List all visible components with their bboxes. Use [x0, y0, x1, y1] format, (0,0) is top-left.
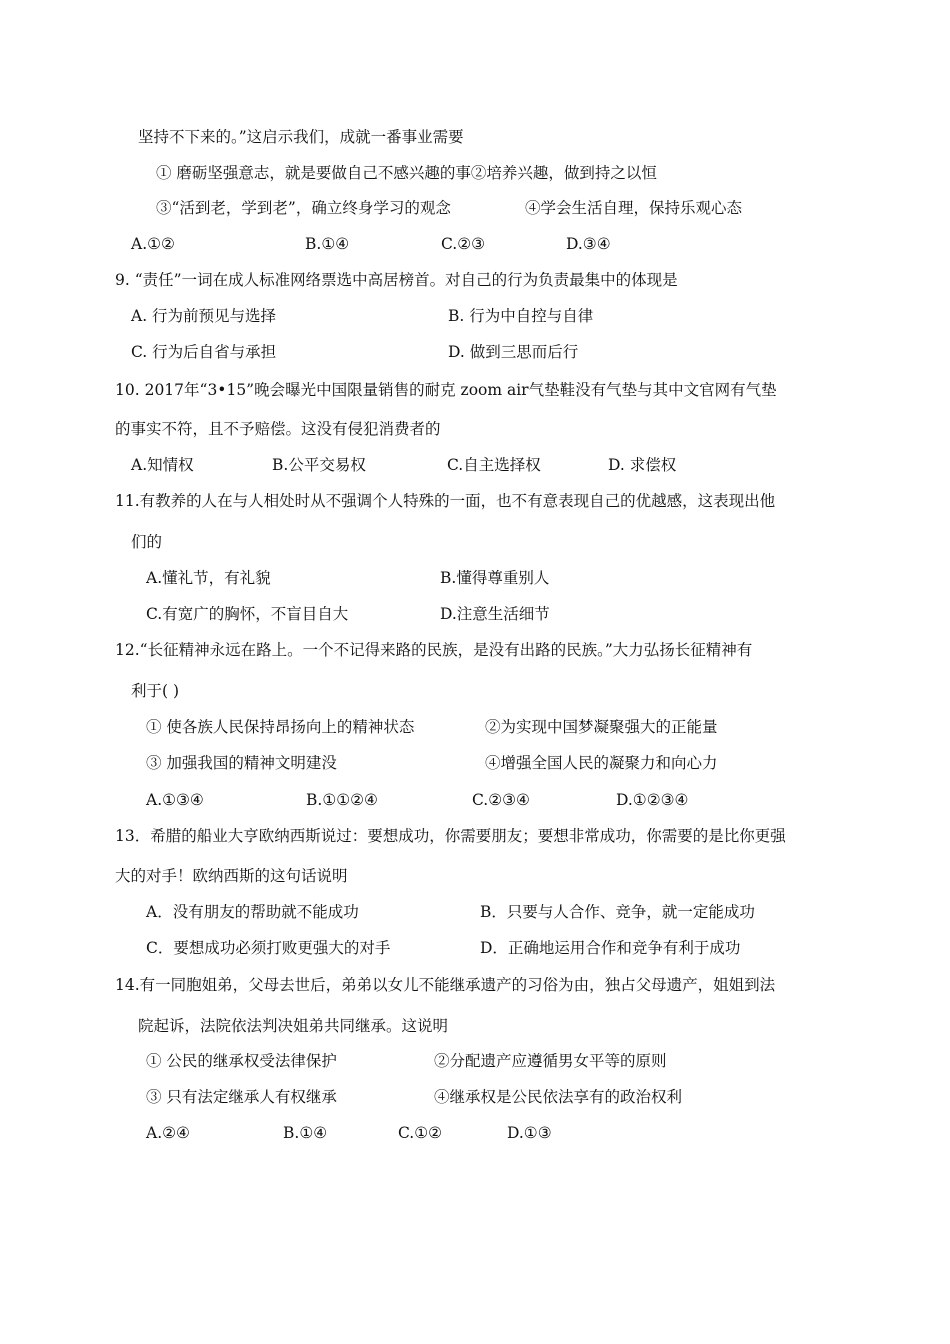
q8-option-d: D.③④ — [566, 235, 611, 253]
q13-option-c: C．要想成功必须打败更强大的对手 — [146, 939, 391, 957]
q13-stem-line1: 13．希腊的船业大亨欧纳西斯说过：要想成功，你需要朋友；要想非常成功，你需要的是比你更强 — [115, 827, 786, 845]
q12-option-c: C.②③④ — [472, 791, 530, 809]
q14-item-2: ②分配遗产应遵循男女平等的原则 — [434, 1052, 667, 1070]
q14-option-d: D.①③ — [507, 1124, 552, 1142]
q8-item-1: ① 磨砺坚强意志，就是要做自己不感兴趣的事②培养兴趣，做到持之以恒 — [156, 164, 657, 182]
q10-option-a: A.知情权 — [131, 456, 194, 474]
q11-stem-line1: 11.有教养的人在与人相处时从不强调个人特殊的一面，也不有意表现自己的优越感，这表现出他 — [115, 492, 776, 510]
q8-option-a: A.①② — [131, 235, 175, 253]
q14-stem-line1: 14.有一同胞姐弟，父母去世后，弟弟以女儿不能继承遗产的习俗为由，独占父母遗产，姐姐到法 — [115, 976, 776, 994]
q12-item-3: ③ 加强我国的精神文明建没 — [146, 754, 337, 772]
q11-option-d: D.注意生活细节 — [440, 605, 550, 623]
q10-option-b: B.公平交易权 — [272, 456, 366, 474]
q14-item-3: ③ 只有法定继承人有权继承 — [146, 1088, 337, 1106]
q10-option-d: D. 求偿权 — [608, 456, 677, 474]
q11-option-b: B.懂得尊重别人 — [440, 569, 550, 587]
q14-option-a: A.②④ — [146, 1124, 190, 1142]
q12-stem-line2: 利于( ) — [131, 682, 180, 700]
q12-option-a: A.①③④ — [146, 791, 204, 809]
q11-option-c: C.有宽广的胸怀，不盲目自大 — [146, 605, 349, 623]
q12-item-4: ④增强全国人民的凝聚力和向心力 — [485, 754, 718, 772]
q9-option-b: B. 行为中自控与自律 — [448, 307, 594, 325]
q14-stem-line2: 院起诉，法院依法判决姐弟共同继承。这说明 — [138, 1017, 449, 1035]
q12-option-d: D.①②③④ — [616, 791, 689, 809]
q9-option-a: A. 行为前预见与选择 — [131, 307, 277, 325]
q12-item-1: ① 使各族人民保持昂扬向上的精神状态 — [146, 718, 415, 736]
q9-option-c: C. 行为后自省与承担 — [131, 343, 277, 361]
q8-stem-tail: 坚持不下来的。”这启示我们，成就一番事业需要 — [138, 128, 464, 146]
q10-stem-line1: 10. 2017年“3•15”晚会曝光中国限量销售的耐克 zoom air气垫鞋没有气垫与其中文官网有气垫 — [115, 381, 777, 399]
q14-option-b: B.①④ — [283, 1124, 328, 1142]
q11-option-a: A.懂礼节，有礼貌 — [146, 569, 271, 587]
q14-item-4: ④继承权是公民依法享有的政治权利 — [434, 1088, 683, 1106]
q13-option-a: A．没有朋友的帮助就不能成功 — [146, 903, 359, 921]
q8-option-b: B.①④ — [305, 235, 350, 253]
q10-option-c: C.自主选择权 — [447, 456, 541, 474]
q9-stem: 9. “责任”一词在成人标准网络票选中高居榜首。对自己的行为负责最集中的体现是 — [115, 271, 678, 289]
q9-option-d: D. 做到三思而后行 — [448, 343, 579, 361]
q12-item-2: ②为实现中国梦凝聚强大的正能量 — [485, 718, 718, 736]
q10-stem-line2: 的事实不符，且不予赔偿。这没有侵犯消费者的 — [115, 420, 441, 438]
q13-stem-line2: 大的对手！欧纳西斯的这句话说明 — [115, 867, 348, 885]
q8-item-4: ④学会生活自理，保持乐观心态 — [525, 199, 743, 217]
q14-item-1: ① 公民的继承权受法律保护 — [146, 1052, 337, 1070]
q11-stem-line2: 们的 — [131, 533, 163, 551]
q13-option-b: B．只要与人合作、竞争，就一定能成功 — [480, 903, 755, 921]
q13-option-d: D．正确地运用合作和竞争有利于成功 — [480, 939, 741, 957]
q8-option-c: C.②③ — [441, 235, 486, 253]
q12-option-b: B.①①②④ — [306, 791, 378, 809]
q8-item-3: ③“活到老，学到老”，确立终身学习的观念 — [156, 199, 451, 217]
q14-option-c: C.①② — [398, 1124, 443, 1142]
q12-stem-line1: 12.“长征精神永远在路上。一个不记得来路的民族，是没有出路的民族。”大力弘扬长征精神有 — [115, 641, 753, 659]
